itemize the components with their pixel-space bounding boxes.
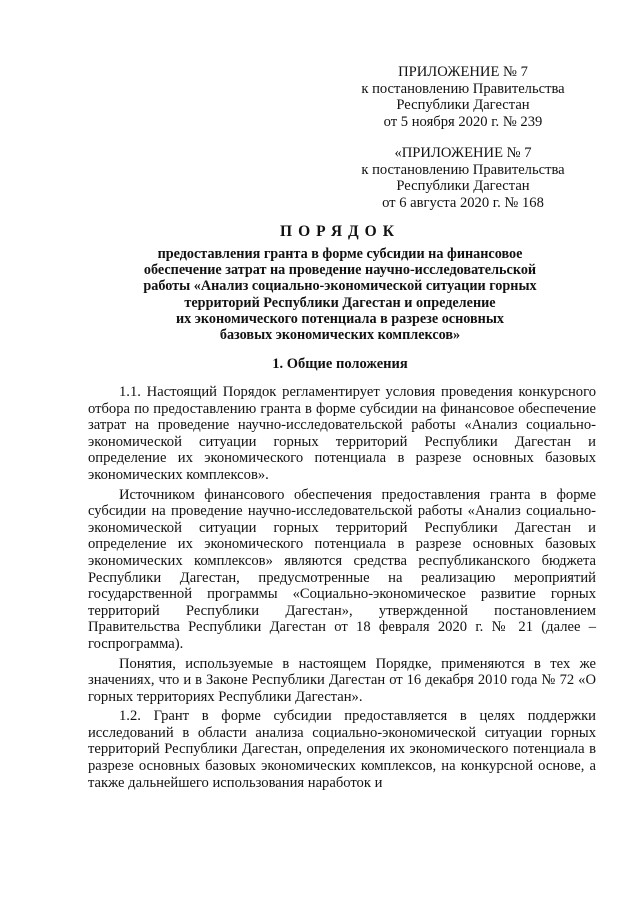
- subtitle-line: работы «Анализ социально-экономической ситуации горных: [143, 278, 537, 295]
- appendix-date: от 6 августа 2020 г. № 168: [382, 194, 544, 211]
- subtitle-line: территорий Республики Дагестан и определение: [184, 294, 496, 311]
- subtitle-line: предоставления гранта в форме субсидии на финансовое: [157, 246, 523, 262]
- paragraph: 1.1. Настоящий Порядок регламентирует условия проведения конкурсного отбора по предоставлению гранта в форме субсидии на финансовое обеспечение затрат на проведение научно-исследовательской работы «Анализ социально-экономической ситуации горных территорий Республики Дагестан и определение их экономического потенциала в разрезе основных базовых экономических комплексов».: [88, 384, 596, 483]
- appendix-header-current: [338, 64, 588, 130]
- subtitle-line: обеспечение затрат на проведение научно-исследовательской: [143, 262, 537, 279]
- subtitle-line: базовых экономических комплексов»: [219, 327, 461, 344]
- appendix-authority: Республики Дагестан: [396, 178, 530, 194]
- document-body: [88, 384, 596, 791]
- document-title: ПОРЯДОК: [280, 223, 400, 240]
- paragraph: Источником финансового обеспечения предоставления гранта в форме субсидии на проведение научно-исследовательской работы «Анализ социально-экономической ситуации горных территорий Республики Дагестан и определение их экономического потенциала в разрезе основных базовых экономических комплексов» являются средства республиканского бюджета Республики Дагестан, предусмотренные на реализацию мероприятий государственной программы «Социально-экономическое развитие горных территорий Республики Дагестан», утвержденной постановлением Правительства Республики Дагестан от 18 февраля 2020 г. № 21 (далее – госпрограмма).: [88, 486, 596, 652]
- appendix-reference: к постановлению Правительства: [361, 161, 565, 178]
- document-subtitle: [80, 246, 600, 343]
- paragraph: 1.2. Грант в форме субсидии предоставляется в целях поддержки исследований в области анализа социально-экономической ситуации горных территорий Республики Дагестан, определения их экономического потенциала в разрезе основных базовых экономических комплексов, на конкурсной основе, а также дальнейшего использования наработок и: [88, 708, 596, 791]
- appendix-header-previous: [338, 145, 588, 211]
- appendix-number: «ПРИЛОЖЕНИЕ № 7: [394, 145, 532, 161]
- appendix-number: ПРИЛОЖЕНИЕ № 7: [398, 64, 528, 80]
- appendix-date: от 5 ноября 2020 г. № 239: [383, 113, 543, 130]
- paragraph: Понятия, используемые в настоящем Порядке, применяются в тех же значениях, что и в Законе Республики Дагестан от 16 декабря 2010 года № 72 «О горных территориях Республики Дагестан».: [88, 655, 596, 705]
- section-heading: 1. Общие положения: [272, 356, 408, 372]
- appendix-reference: к постановлению Правительства: [361, 80, 565, 97]
- subtitle-line: их экономического потенциала в разрезе основных: [175, 310, 505, 327]
- appendix-authority: Республики Дагестан: [396, 97, 530, 113]
- document-title-block: [80, 222, 600, 343]
